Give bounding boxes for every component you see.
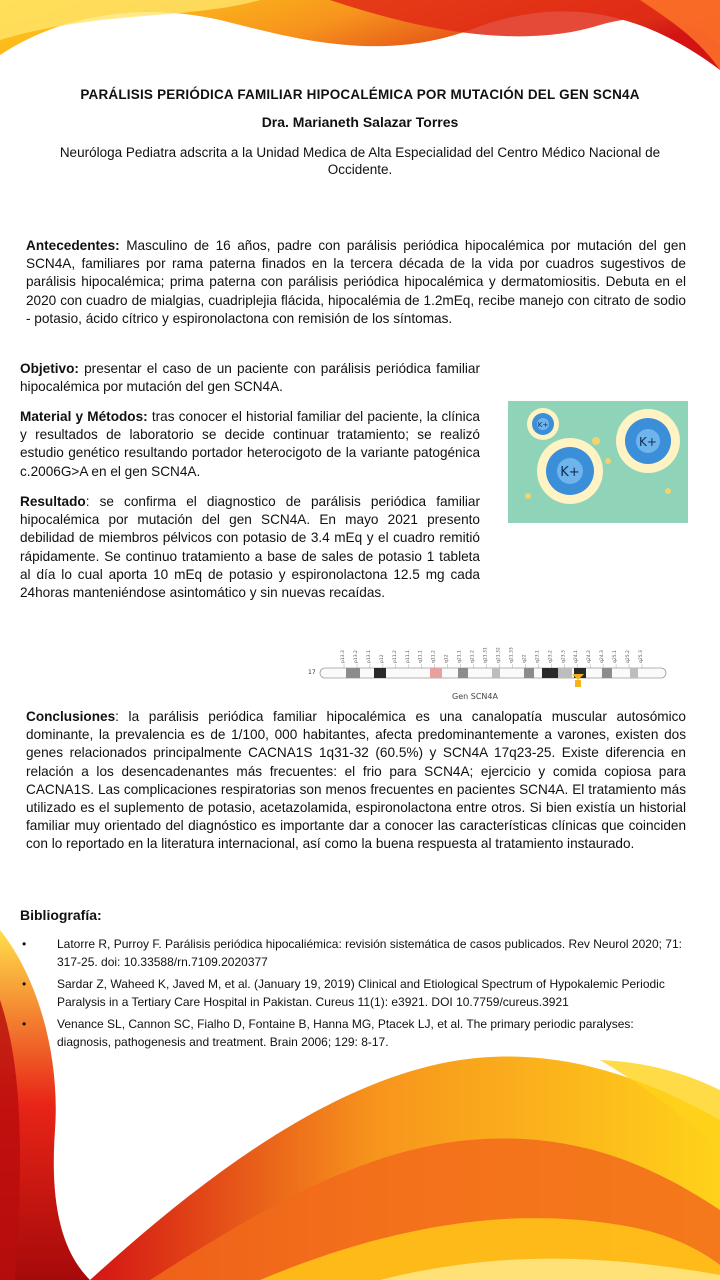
band-label: q24.3	[600, 650, 606, 663]
band-labels	[340, 647, 644, 668]
objetivo-section	[20, 360, 480, 396]
band-label: p13.2	[354, 650, 359, 663]
band-dark	[542, 668, 558, 678]
bullet: •	[22, 1017, 27, 1031]
chromosome-number: 17	[308, 669, 316, 676]
band-dark	[524, 668, 534, 678]
bibliography-text: Latorre R, Purroy F. Parálisis periódica hipocaliémica: revisión sistemática de casos publicados. Rev Neurol 2020; 71: 317-25. doi: 10.33588/rn.7109.2020377	[57, 937, 682, 969]
band-label: q25.1	[613, 650, 619, 663]
potassium-cells-figure	[508, 401, 688, 523]
cell-small	[527, 408, 559, 440]
band-label: q23.1	[535, 650, 541, 663]
band-label: q24.1	[574, 650, 580, 663]
band-label: p11.2	[392, 650, 398, 663]
antecedentes-section	[26, 237, 686, 328]
band-dark	[374, 668, 386, 678]
bibliography-list	[20, 936, 690, 1056]
band-label: p13.3	[341, 650, 346, 663]
author-affiliation: Neuróloga Pediatra adscrita a la Unidad Medica de Alta Especialidad del Centro Médico Nacional de Occidente.	[59, 145, 661, 177]
bullet: •	[22, 977, 27, 991]
ion-dot	[592, 437, 600, 445]
objetivo-label: Objetivo:	[20, 361, 79, 376]
band-label: q25.2	[626, 650, 631, 663]
band-label: q21.31	[483, 647, 489, 663]
objetivo-text: presentar el caso de un paciente con parálisis periódica familiar hipocalémica por mutación del gen SCN4A.	[20, 361, 480, 395]
band-label: q21.2	[470, 650, 476, 663]
band-label: q11.1	[418, 650, 424, 663]
band-label: q12	[444, 654, 450, 663]
conclusiones-label: Conclusiones	[26, 709, 116, 724]
ion-dot	[525, 493, 531, 499]
band-light	[492, 668, 500, 678]
bibliography-heading: Bibliografía:	[20, 907, 102, 923]
poster-title: PARÁLISIS PERIÓDICA FAMILIAR HIPOCALÉMICA POR MUTACIÓN DEL GEN SCN4A	[80, 87, 640, 102]
band-label: p12	[379, 654, 385, 663]
band-label: q22	[522, 654, 528, 663]
band-dark	[346, 668, 360, 678]
band-label: q21.32	[496, 647, 502, 663]
band-label: q24.2	[587, 650, 593, 663]
cell-small-label: K+	[537, 421, 549, 429]
band-label: q25.3	[639, 650, 644, 663]
band-label: q21.1	[457, 650, 463, 663]
conclusiones-section	[26, 708, 686, 854]
band-label: p11.1	[405, 650, 411, 663]
band-label: q11.2	[431, 650, 437, 663]
material-label: Material y Métodos:	[20, 409, 148, 424]
bibliography-item	[20, 976, 690, 1011]
cell-right-label: K+	[639, 435, 657, 449]
bibliography-item	[20, 936, 690, 971]
cell-large-left	[537, 438, 603, 504]
band-dark	[458, 668, 468, 678]
band-label: p13.1	[366, 650, 372, 663]
bibliography-text: Venance SL, Cannon SC, Fialho D, Fontaine B, Hanna MG, Ptacek LJ, et al. The primary periodic paralyses: diagnosis, pathogenesis and treatment. Brain 2006; 129: 8-17.	[57, 1017, 634, 1049]
band-dark	[602, 668, 612, 678]
band-label: q21.33	[509, 647, 515, 663]
chromosome-17-figure	[302, 632, 672, 702]
antecedentes-text: Masculino de 16 años, padre con parálisis periódica hipocalémica por mutación del gen SCN4A, familiares por rama paterna finados en la tercera década de la vida por cuadros sugestivos de parálisis hipocalémica; prima paterna con parálisis periódica hipocalémica y dermatomiositis. Debuta en el 2020 con cuadro de mialgias, cuadriplejia flácida, hipocalémia de 1.2mEq, recibe manejo con citrato de sodio - potasio, ácido cítrico y espironolactona con remisión de los síntomas.	[26, 238, 686, 326]
ion-dot	[605, 458, 611, 464]
band-light	[558, 668, 572, 678]
cell-large-right	[616, 409, 680, 473]
cell-left-label: K+	[560, 465, 580, 480]
band-light	[630, 668, 638, 678]
resultado-text: : se confirma el diagnostico de parálisis periódica familiar hipocalémica por mutación del gen SCN4A. En mayo 2021 presento debilidad de miembros pélvicos con potasio de 3.4 mEq y el cuadro remitió rápidamente. Se continuo tratamiento a base de sales de potasio 1 tableta al día lo cual aporta 10 mEq de potasio y espironolactona 12.5 mg cada 24horas manteniéndose asintomático y sin nuevas recaídas.	[20, 494, 480, 601]
material-section	[20, 408, 480, 481]
resultado-label: Resultado	[20, 494, 86, 509]
ion-dot	[665, 488, 671, 494]
conclusiones-text: : la parálisis periódica familiar hipocalémica es una canalopatía muscular autosómico dominante, la prevalencia es de 1/100, 000 habitantes, afecta predominantemente a varones, existen dos genes relacionados principalmente CACNA1S 1q31-32 (60.5%) y SCN4A 17q23-25. Existe diferencia en relación a los desencadenantes más frecuentes: el frio para SCN4A; ejercicio y comida copiosa para CACNA1S. Las complicaciones respiratorias son menos frecuentes en pacientes SCN4A. El tratamiento más utilizado es el suplemento de potasio, acetazolamida, espironolactona entre otros. Si bien existía un historial familiar muy orientado del diagnóstico es importante dar a conocer las características clínicas que coinciden con lo reportado en la literatura internacional, así como la buena respuesta al tratamiento instaurado.	[26, 709, 686, 852]
material-text: tras conocer el historial familiar del paciente, la clínica y resultados de laboratorio se decide continuar tratamiento; se realizó estudio genético resultando portador heterocigoto de la variante patogénica c.2006G>A en el gen SCN4A.	[20, 409, 480, 479]
bullet: •	[22, 937, 27, 951]
centromere	[430, 668, 442, 678]
antecedentes-label: Antecedentes:	[26, 238, 120, 253]
band-label: q23.3	[561, 650, 567, 663]
bibliography-item	[20, 1016, 690, 1051]
gene-caption: Gen SCN4A	[452, 692, 498, 701]
author-name: Dra. Marianeth Salazar Torres	[261, 114, 459, 130]
band-label: q23.2	[548, 650, 554, 663]
resultado-section	[20, 493, 480, 602]
bibliography-text: Sardar Z, Waheed K, Javed M, et al. (January 19, 2019) Clinical and Etiological Spectrum of Hypokalemic Periodic Paralysis in a Tertiary Care Hospital in Pakistan. Cureus 11(1): e3921. DOI 10.7759/cureus.3921	[57, 977, 665, 1009]
